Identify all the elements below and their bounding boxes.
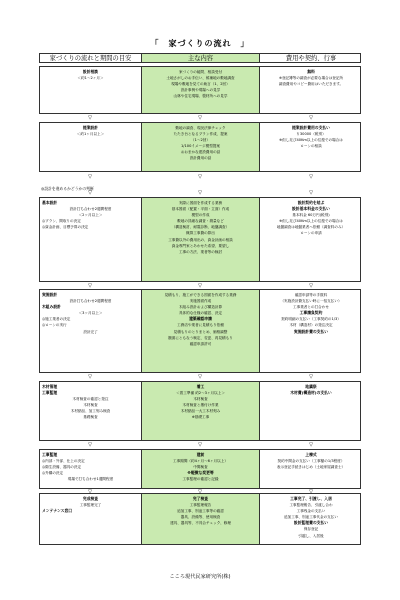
stage-line: 追加工事、別途工事代金の支払い [284, 515, 338, 520]
stage-line: 設計監理費の支払い [293, 520, 329, 526]
process-stage [39, 493, 361, 545]
process-stage [39, 197, 361, 282]
stage-line: 木組み設計 [42, 304, 61, 310]
stage-line: 工事監理 [42, 390, 58, 396]
stage-right-cell [260, 382, 362, 440]
stage-line: 工事期間（約4ヶ月〜6ヶ月以上） [173, 459, 228, 464]
stage-line: 設計打ち合わせ2週間程度 [69, 299, 112, 304]
stage-line: 木材納品一大工木材刻み [180, 409, 221, 414]
stage-line: 上棟式 [305, 452, 317, 457]
flow-arrow-icon: ▽ [88, 442, 92, 448]
stage-line: 建前 [196, 452, 205, 457]
stage-line: 木材費(構造材)の支払い [290, 390, 332, 396]
stage-line: 現場で打ち合わせ1週間程度 [67, 477, 114, 482]
stage-line: 工事請負契約 [299, 310, 323, 316]
stage-right-cell [260, 494, 362, 544]
stage-line: 実施図面作成 [189, 299, 212, 304]
process-stage [39, 289, 361, 373]
stage-line: 表示登記手続きはじめ（土地家屋調査士） [276, 465, 346, 470]
stage-line: 模型の作成 [191, 213, 210, 218]
stage-line: 実施設計 [42, 292, 58, 297]
stage-line: ※登記簿等の調査が必要な場合は登記所 [278, 76, 344, 81]
stage-line: 無料 [307, 69, 315, 74]
flow-arrow-icon: ▽ [309, 115, 313, 121]
stage-line: 工事監理完了 [79, 503, 102, 508]
stage-line: 概算工事費の算出 [186, 231, 215, 236]
column-header-timeline: 家づくりの流れと期間の目安 [40, 54, 142, 62]
flow-arrow-icon: ▽ [309, 283, 313, 289]
flow-arrow-icon: ▽ [88, 190, 92, 196]
stage-mid-cell [142, 382, 260, 440]
flow-arrow-icon: ▽ [88, 283, 92, 289]
stage-line: 資金専門家とあわせた希望、要望し [171, 243, 230, 248]
stage-line: 設計契約を結ぶ [297, 200, 325, 205]
stage-line: 具体的な仕様の確認、決定 [178, 311, 223, 316]
stage-line: 着工 [196, 384, 205, 389]
stage-line: ※但し足び40Km以上の往復での場合は [279, 138, 343, 143]
stage-line: 木材検査 [83, 403, 98, 408]
stage-line: おおまかな建設費用の話 [180, 150, 221, 155]
stage-line: 額面にともなう検定、変更、再見積もり [168, 335, 233, 340]
flow-arrow-icon: ▽ [198, 442, 202, 448]
stage-line: 追加工事、別途工事等の確認 [177, 509, 224, 514]
stage-line: ◎衛生設備、器具の決定 [42, 465, 82, 470]
flow-arrow-icon: ▽ [198, 374, 202, 380]
stage-left-cell [40, 198, 142, 281]
stage-line: 工事完了、引渡し、入居 [290, 496, 332, 501]
stage-line: 工事業者との打合わせ [293, 305, 329, 310]
stage-line: 工務店や業者に見積もり依頼 [177, 323, 224, 328]
stage-line: 確認申請等の手数料 [294, 293, 328, 297]
stage-mid-cell [142, 450, 260, 488]
stage-mid-cell [142, 198, 260, 281]
stage-line: ＜着工準備 約2〜3ヶ月以上＞ [176, 391, 225, 396]
stage-line: 設計費用の話 [189, 156, 212, 161]
stage-line: 木材管理 [42, 384, 58, 389]
process-stage [39, 66, 361, 114]
column-header-row [39, 53, 361, 63]
stage-line: ※軽微な変更等 [187, 470, 214, 476]
stage-line: 木材納品、加工刻み検査 [70, 409, 111, 414]
stage-line: ＜約1〜2ヶ月＞ [77, 76, 104, 81]
stage-line: 木材検査 [193, 397, 208, 402]
stage-line: 見積もりのとりまとめ、価格調整 [173, 329, 228, 334]
stage-line: 中間検査 [193, 465, 208, 470]
stage-line: ローンの相談 [300, 144, 322, 149]
flow-arrow-icon: ▽ [309, 374, 313, 380]
stage-mid-cell [142, 290, 260, 372]
stage-line: ◎内部・外部、仕上の決定 [42, 459, 85, 464]
flow-arrow-icon: ▽ [198, 115, 202, 121]
stage-line: 工事の方法、業者等の検討 [178, 249, 223, 254]
stage-line: （実施設計費支払い時に一括支払い） [280, 299, 342, 304]
stage-line: 木材検査と墨付け作業 [182, 403, 219, 408]
stage-line: ※基礎工事 [191, 415, 210, 420]
stage-line: 工事監理の確認と記録 [182, 477, 219, 482]
stage-line: ◎施工業者の決定 [42, 317, 71, 322]
column-header-costs: 費用や契約、行事 [285, 55, 337, 62]
stage-mid-cell [142, 123, 260, 171]
stage-line: 提案設計 [82, 125, 99, 130]
stage-line: たたき台となるプラン作成、提案 [173, 132, 228, 137]
stage-line: 地盤調査は地盤業者へ依頼（調査料のみ） [276, 225, 346, 230]
stage-line: 山林や住宅現場、製材所への見学 [173, 94, 228, 99]
company-footer: こころ現代民家研究所(株) [169, 574, 231, 580]
stage-line: 設計打ち合わせ2週間程度 [69, 207, 112, 212]
stage-line: ※但し足び40Km以上の往復での場合は [279, 219, 343, 224]
stage-line: 基本料金 60万円(税別) [292, 213, 330, 218]
stage-line: 提案設計費用の支払い [292, 125, 330, 130]
stage-line: 工事費以外の費用出の、資金計画の相談 [168, 237, 233, 242]
flow-arrow-icon: ▽ [88, 489, 92, 495]
stage-line: ローンの申請 [300, 231, 322, 236]
stage-line: 工事監理 [42, 452, 58, 457]
stage-line: ◎外構の決定 [42, 471, 64, 476]
stage-line: 保存登記 [303, 527, 319, 532]
stage-left-cell [40, 494, 142, 544]
stage-line: 家づくりの疑問、相談受付 [178, 70, 223, 74]
flow-arrow-icon: ▽ [309, 174, 313, 180]
process-stage [39, 449, 361, 489]
flow-arrow-icon: ▽ [198, 489, 202, 495]
stage-line: 1/100イメージ模型提案 [181, 144, 220, 149]
stage-line: ◎プラン、間取りの決定 [42, 219, 81, 224]
stage-line: （構造検討、耐震診断、地盤調査） [171, 225, 230, 230]
stage-left-cell [40, 290, 142, 372]
stage-line: 見積もり、施工ができる図面を作成する業務 [164, 293, 237, 297]
stage-line: 確認申請許可 [189, 341, 212, 346]
stage-line: 木材検査の確認と発注 [72, 397, 109, 402]
stage-right-cell [260, 123, 362, 171]
flow-arrow-icon: ▽ [309, 442, 313, 448]
stage-left-cell [40, 382, 142, 440]
flow-arrow-icon: ▽ [88, 374, 92, 380]
flow-arrow-icon: ▽ [198, 190, 202, 196]
flow-arrow-icon: ▽ [309, 190, 313, 196]
stage-line: 基本設計 [42, 200, 58, 205]
stage-line: 木材（構造材）の発注決定 [289, 323, 333, 328]
stage-line: 設計相談 [82, 69, 99, 74]
column-header-content: 主な内容 [142, 54, 260, 62]
stage-line: ◎資金計画、目標予算の決定 [42, 225, 89, 230]
stage-left-cell [40, 450, 142, 488]
stage-line: 契約明細の支払い（工事契約の1/3） [281, 317, 341, 322]
stage-line: （1〜2回） [191, 138, 210, 143]
flow-arrow-icon: ▽ [88, 174, 92, 180]
stage-line: ＜2ヶ月以上＞ [78, 213, 103, 218]
stage-right-cell [260, 450, 362, 488]
design-decision-note: ◎設計を進めるかどうかの判断 [41, 186, 94, 191]
stage-line: 設計事例や現場への見学 [180, 88, 221, 93]
stage-line: 現場や敷地を見ての助言（1、2回） [171, 82, 230, 87]
stage-line: 建具、器具等、不具合チェック、修理 [170, 521, 231, 526]
stage-line: 敷地の調査、現況法律チェック [175, 126, 226, 130]
stage-left-cell [40, 67, 142, 113]
stage-line: 工事監理報告 [189, 503, 212, 508]
process-stage [39, 122, 361, 172]
stage-line: ￥30000（税別） [296, 132, 326, 137]
stage-line: メンテナンス窓口 [42, 508, 73, 514]
stage-line: 木組み設計および構造計算 [178, 305, 223, 310]
stage-right-cell [260, 290, 362, 372]
stage-line: 実施設計費の支払い [293, 328, 329, 334]
stage-line: 調査費用やコピー費用はいただきます。 [278, 82, 344, 87]
stage-line: 器具、設備等、使用検査 [180, 515, 221, 520]
stage-line: 契約中間金の支払い（工事額の1/3程度） [277, 459, 345, 464]
stage-line: 完了検査 [192, 496, 209, 501]
stage-line: ＜約1ヶ月以上＞ [76, 132, 105, 137]
stage-right-cell [260, 67, 362, 113]
document-title: 「 家づくりの流れ 」 [150, 39, 250, 48]
stage-left-cell [40, 123, 142, 171]
flow-arrow-icon: ▽ [88, 115, 92, 121]
flow-arrow-icon: ▽ [198, 174, 202, 180]
stage-mid-cell [142, 67, 260, 113]
flow-arrow-icon: ▽ [198, 283, 202, 289]
flow-arrow-icon: ▽ [309, 489, 313, 495]
stage-line: 土地さがしのお手伝い、候補地の敷地調査 [166, 76, 235, 81]
stage-line: 工事残金の支払い [296, 509, 326, 514]
stage-mid-cell [142, 494, 260, 544]
stage-line: 敷地の詳細な調査・測量など [177, 219, 224, 224]
stage-line: 引越し、入居後 [298, 533, 324, 538]
stage-line: ＜3ヶ月以上＞ [78, 311, 103, 316]
stage-line: 実際に図面を作成する業務 [178, 201, 223, 205]
stage-right-cell [260, 198, 362, 281]
stage-line: 設計基本料金の支払い [292, 206, 330, 212]
stage-line: 設計完了 [83, 329, 98, 334]
stage-line: 基本図面（配置・平面・立面）作成 [171, 207, 230, 212]
stage-line: 基礎検査 [83, 415, 98, 420]
process-stage [39, 381, 361, 441]
stage-line: 地鎮祭 [305, 384, 317, 389]
stage-line: 完成検査 [82, 496, 99, 501]
stage-line: ◎ローンの実行 [42, 323, 67, 328]
stage-line: 建築確認申請 [189, 316, 212, 322]
stage-line: 工事監理報告、引渡し合わ [289, 503, 333, 508]
